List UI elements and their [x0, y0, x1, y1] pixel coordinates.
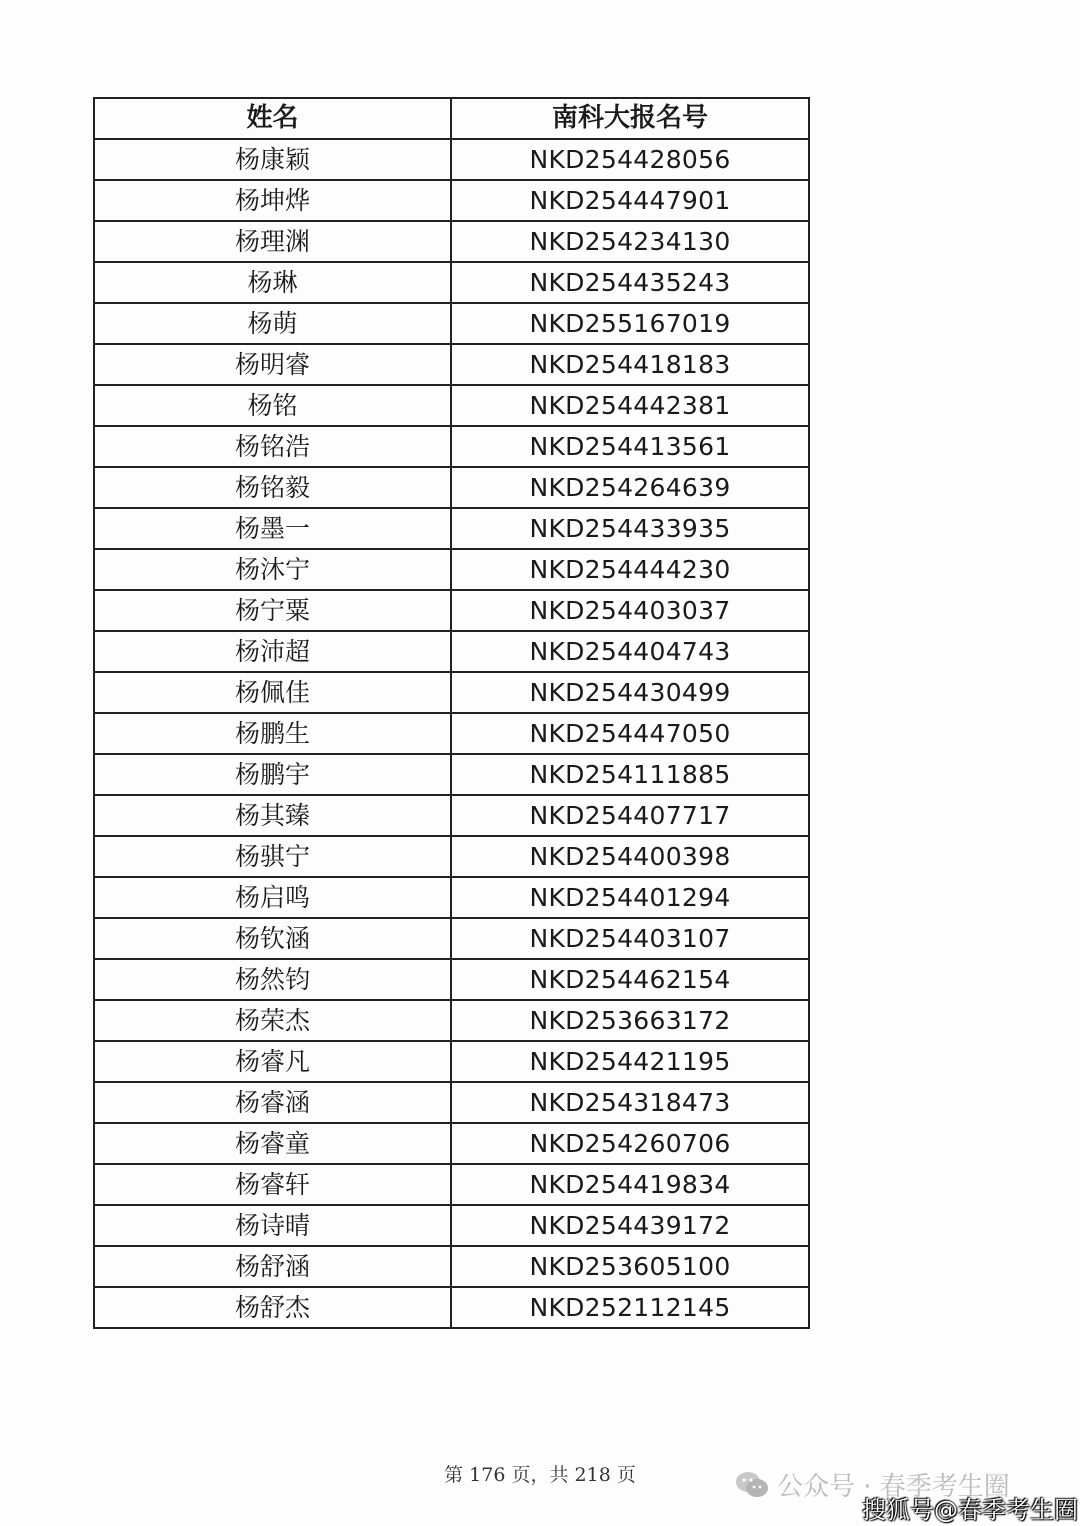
name-cell: 杨钦涵	[94, 918, 451, 959]
registration-number-cell: NKD254264639	[451, 467, 809, 508]
sohu-watermark: 搜狐号@春季考生圈	[862, 1496, 1078, 1524]
registration-number-cell: NKD254400398	[451, 836, 809, 877]
registration-number-cell: NKD254433935	[451, 508, 809, 549]
registration-number-cell: NKD255167019	[451, 303, 809, 344]
table-row	[94, 836, 809, 877]
name-cell: 杨明睿	[94, 344, 451, 385]
table-row	[94, 1082, 809, 1123]
table-row	[94, 713, 809, 754]
table-row	[94, 549, 809, 590]
table-header-row	[94, 98, 809, 139]
registration-number-cell: NKD254418183	[451, 344, 809, 385]
registration-number-cell: NKD254403037	[451, 590, 809, 631]
registration-number-cell: NKD254234130	[451, 221, 809, 262]
name-cell: 杨睿童	[94, 1123, 451, 1164]
table-row	[94, 590, 809, 631]
header-registration-number: 南科大报名号	[451, 98, 809, 139]
table-row	[94, 631, 809, 672]
name-cell: 杨铭浩	[94, 426, 451, 467]
name-cell: 杨沛超	[94, 631, 451, 672]
table-row	[94, 672, 809, 713]
name-cell: 杨骐宁	[94, 836, 451, 877]
table-row	[94, 139, 809, 180]
name-cell: 杨其臻	[94, 795, 451, 836]
table-row	[94, 180, 809, 221]
registration-number-cell: NKD253663172	[451, 1000, 809, 1041]
registration-number-cell: NKD253605100	[451, 1246, 809, 1287]
wechat-icon	[735, 1471, 769, 1499]
table-row	[94, 1246, 809, 1287]
table-row	[94, 344, 809, 385]
name-cell: 杨舒杰	[94, 1287, 451, 1328]
name-cell: 杨鹏生	[94, 713, 451, 754]
table-row	[94, 795, 809, 836]
name-cell: 杨佩佳	[94, 672, 451, 713]
registration-number-cell: NKD254404743	[451, 631, 809, 672]
name-cell: 杨启鸣	[94, 877, 451, 918]
name-cell: 杨坤烨	[94, 180, 451, 221]
name-cell: 杨睿轩	[94, 1164, 451, 1205]
name-cell: 杨然钧	[94, 959, 451, 1000]
table-row	[94, 385, 809, 426]
registration-number-cell: NKD254401294	[451, 877, 809, 918]
table-row	[94, 877, 809, 918]
table-row	[94, 221, 809, 262]
table-row	[94, 467, 809, 508]
name-cell: 杨康颖	[94, 139, 451, 180]
header-name: 姓名	[94, 98, 451, 139]
table-row	[94, 1287, 809, 1328]
name-cell: 杨荣杰	[94, 1000, 451, 1041]
name-cell: 杨睿涵	[94, 1082, 451, 1123]
name-cell: 杨铭毅	[94, 467, 451, 508]
registration-number-cell: NKD254439172	[451, 1205, 809, 1246]
table-row	[94, 959, 809, 1000]
name-cell: 杨鹏宇	[94, 754, 451, 795]
name-cell: 杨萌	[94, 303, 451, 344]
name-cell: 杨铭	[94, 385, 451, 426]
name-cell: 杨理渊	[94, 221, 451, 262]
name-cell: 杨沐宁	[94, 549, 451, 590]
table-row	[94, 1041, 809, 1082]
wechat-watermark-text: 公众号 · 春季考生圈	[777, 1472, 1010, 1502]
table-row	[94, 508, 809, 549]
registration-number-cell: NKD254111885	[451, 754, 809, 795]
table-row	[94, 754, 809, 795]
registration-number-cell: NKD252112145	[451, 1287, 809, 1328]
table-row	[94, 918, 809, 959]
registration-number-cell: NKD254421195	[451, 1041, 809, 1082]
registration-number-cell: NKD254428056	[451, 139, 809, 180]
registration-number-cell: NKD254444230	[451, 549, 809, 590]
name-cell: 杨琳	[94, 262, 451, 303]
registration-number-cell: NKD254260706	[451, 1123, 809, 1164]
registration-number-cell: NKD254447050	[451, 713, 809, 754]
table-row	[94, 1000, 809, 1041]
registration-number-cell: NKD254413561	[451, 426, 809, 467]
table-row	[94, 1123, 809, 1164]
table-body	[94, 139, 809, 1328]
registration-number-cell: NKD254403107	[451, 918, 809, 959]
table-row	[94, 426, 809, 467]
name-cell: 杨舒涵	[94, 1246, 451, 1287]
registration-number-cell: NKD254435243	[451, 262, 809, 303]
registration-number-cell: NKD254430499	[451, 672, 809, 713]
table-row	[94, 303, 809, 344]
registration-number-cell: NKD254318473	[451, 1082, 809, 1123]
registration-number-cell: NKD254442381	[451, 385, 809, 426]
name-cell: 杨墨一	[94, 508, 451, 549]
name-cell: 杨宁粟	[94, 590, 451, 631]
registration-number-cell: NKD254447901	[451, 180, 809, 221]
registration-number-cell: NKD254462154	[451, 959, 809, 1000]
roster-table	[93, 97, 810, 1329]
registration-number-cell: NKD254419834	[451, 1164, 809, 1205]
table-row	[94, 1164, 809, 1205]
name-cell: 杨睿凡	[94, 1041, 451, 1082]
page-footer: 第 176 页，共 218 页	[444, 1464, 636, 1486]
table-row	[94, 262, 809, 303]
table-row	[94, 1205, 809, 1246]
name-cell: 杨诗晴	[94, 1205, 451, 1246]
registration-number-cell: NKD254407717	[451, 795, 809, 836]
